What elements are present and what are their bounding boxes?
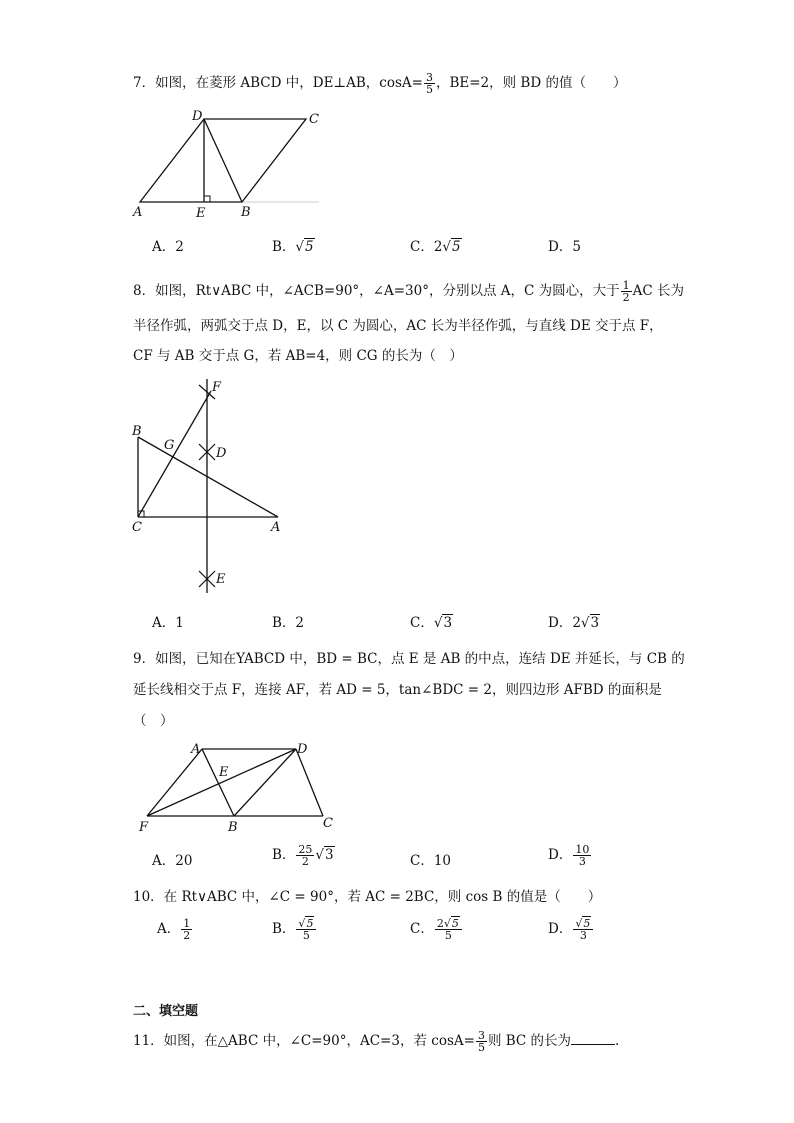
q8-label-a: A bbox=[271, 520, 281, 535]
q9-label-d: D bbox=[297, 742, 308, 757]
q10-option-a[interactable]: A． $\frac{1}{2}$ bbox=[157, 917, 191, 942]
q11-stem: 11．如图，在△ABC 中，∠C=90°，AC=3，若 cosA= $\frac{3}{5}$ 则 BC 的长为 . bbox=[133, 1029, 620, 1054]
q8-label-g: G bbox=[164, 438, 175, 453]
q8-label-c: C bbox=[132, 520, 142, 535]
parallelogram-symbol-icon: ∨ bbox=[197, 889, 207, 905]
q7-label-b: B bbox=[241, 205, 251, 220]
q7-label-d: D bbox=[192, 109, 203, 124]
q9-parallelogram-figure bbox=[135, 740, 345, 835]
q11-fraction: $\frac{3}{5}$ bbox=[477, 1029, 485, 1054]
q7-label-e: E bbox=[196, 206, 206, 221]
q7-rhombus-figure bbox=[130, 108, 330, 223]
q8-label-b: B bbox=[132, 424, 142, 439]
q8-stem-line1: 8．如图，Rt∨ABC 中，∠ACB=90°，∠A=30°，分别以点 A，C 为圆心，大于 $\frac{1}{2}$ AC 长为 bbox=[133, 279, 685, 304]
parallelogram-symbol-icon: Y bbox=[236, 651, 244, 667]
q7-option-a[interactable]: A．2 bbox=[152, 239, 184, 255]
q8-option-a[interactable]: A．1 bbox=[152, 615, 184, 631]
q10-option-d[interactable]: D． $\frac{√5}{3}$ bbox=[548, 918, 594, 941]
q7-option-b[interactable]: B．√5 bbox=[272, 239, 314, 255]
q7-fraction: $\frac{3}{5}$ bbox=[425, 71, 433, 96]
q8-label-e: E bbox=[216, 572, 226, 587]
q9-option-b[interactable]: B． $\frac{25}{2}$ √3 bbox=[272, 843, 334, 868]
parallelogram-symbol-icon: ∨ bbox=[211, 283, 222, 299]
q9-label-b: B bbox=[228, 820, 238, 835]
q8-fraction: $\frac{1}{2}$ bbox=[622, 279, 630, 304]
q8-stem-line2: 半径作弧，两弧交于点 D，E，以 C 为圆心，AC 长为半径作弧，与直线 DE 交于点 F， bbox=[133, 318, 663, 334]
q8-option-c[interactable]: C．√3 bbox=[410, 615, 453, 631]
q8-label-f: F bbox=[212, 380, 222, 395]
q9-stem-line2: 延长线相交于点 F，连接 AF，若 AD = 5，tan∠BDC = 2，则四边形 AFBD 的面积是 bbox=[133, 682, 662, 698]
q9-label-a: A bbox=[191, 742, 201, 757]
q9-label-c: C bbox=[323, 816, 333, 831]
q7-label-c: C bbox=[309, 112, 319, 127]
q9-stem-line1: 9．如图，已知在YABCD 中，BD = BC，点 E 是 AB 的中点，连结 DE 并延长，与 CB 的 bbox=[133, 651, 685, 667]
q7-stem: 7．如图，在菱形 ABCD 中，DE⊥AB，cosA= $\frac{3}{5}$ ，BE=2，则 BD 的值（ ） bbox=[133, 71, 627, 96]
q8-label-d: D bbox=[216, 446, 227, 461]
q7-label-a: A bbox=[133, 205, 143, 220]
q10-option-b[interactable]: B． $\frac{√5}{5}$ bbox=[272, 918, 317, 941]
q8-option-b[interactable]: B．2 bbox=[272, 615, 305, 631]
q9-option-c[interactable]: C．10 bbox=[410, 853, 452, 869]
q9-option-a[interactable]: A．20 bbox=[152, 853, 193, 869]
q9-label-e: E bbox=[219, 765, 229, 780]
q9-option-d[interactable]: D． $\frac{10}{3}$ bbox=[548, 843, 590, 868]
q9-label-f: F bbox=[139, 820, 149, 835]
q7-option-c[interactable]: C．2√5 bbox=[410, 239, 461, 255]
q7-option-d[interactable]: D．5 bbox=[548, 239, 581, 255]
q8-option-d[interactable]: D．2√3 bbox=[548, 615, 600, 631]
q8-triangle-figure bbox=[128, 375, 298, 600]
section-heading-fill-in: 二、填空题 bbox=[133, 1004, 199, 1019]
q8-stem-line3: CF 与 AB 交于点 G，若 AB=4，则 CG 的长为（ ） bbox=[133, 348, 463, 364]
q10-option-c[interactable]: C． $\frac{2√5}{5}$ bbox=[410, 918, 463, 941]
q11-answer-blank[interactable] bbox=[571, 1030, 615, 1045]
q10-stem: 10．在 Rt∨ABC 中，∠C = 90°，若 AC = 2BC，则 cos B 的值是（ ） bbox=[133, 889, 602, 905]
q9-stem-line3: （ ） bbox=[133, 713, 174, 729]
